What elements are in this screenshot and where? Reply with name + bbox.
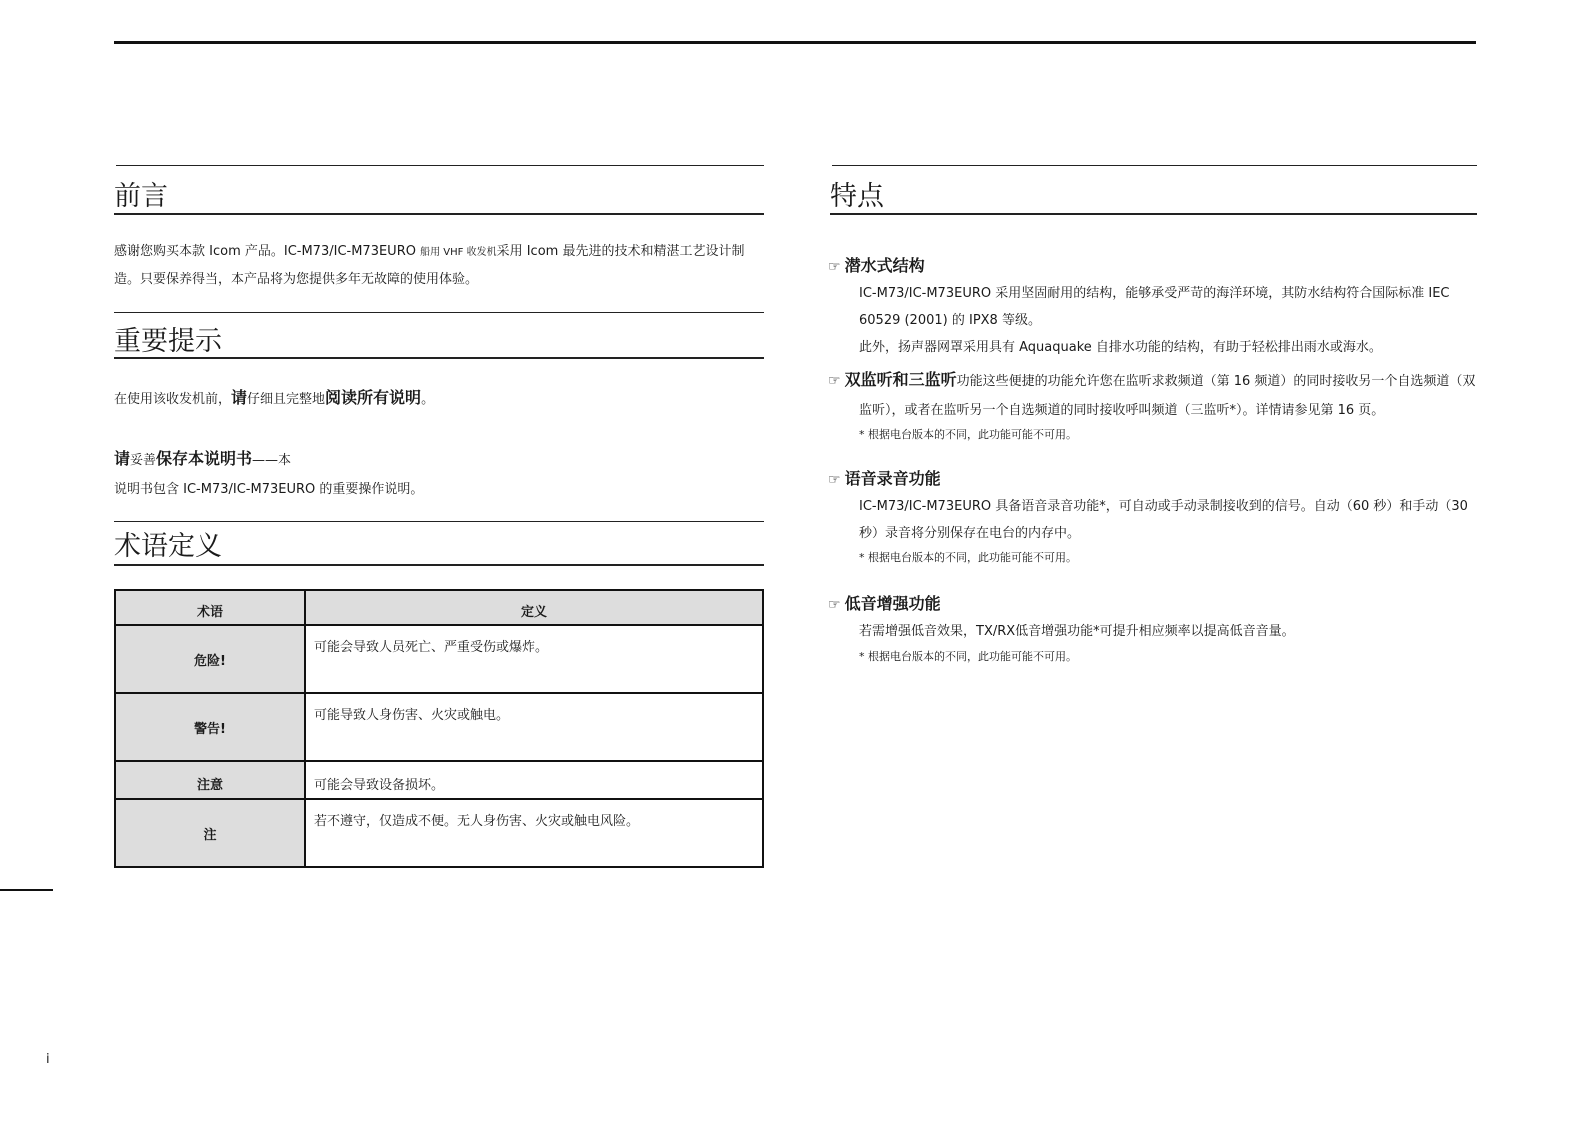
feature-bass-boost-note: * 根据电台版本的不同，此功能可能不可用。 [859,650,1077,663]
top-border [114,41,1476,44]
table-row [115,693,763,761]
feature-dual-watch [828,365,1478,425]
feature-submersible-text-2: 此外，扬声器网罩采用具有 Aquaquake 自排水功能的结构，有助于轻松排出雨水或海水。 [859,340,1382,355]
foreword-paragraph [114,238,764,293]
definition-cell: 可能会导致设备损坏。 [305,761,763,799]
terms-rule-bottom [114,564,764,566]
feature-submersible [828,253,925,276]
feature-bass-boost [828,591,941,614]
header-definition: 定义 [305,590,763,625]
feature-voice-record-title: 语音录音功能 [844,469,941,488]
important-line-2: 请妥善保存本说明书——本 [114,449,292,468]
table-row [115,761,763,799]
important-line-1: 在使用该收发机前，请仔细且完整地阅读所有说明。 [114,388,435,407]
term-cell: 注 [115,799,305,867]
feature-voice-record [828,466,941,489]
important-line-3: 说明书包含 IC-M73/IC-M73EURO 的重要操作说明。 [114,482,424,497]
table-header-row [115,590,763,625]
pointing-hand-icon: ☞ [828,259,841,275]
foreword-text-b: 采用 Icom 最先进的技术和精湛工艺设计制造。只要保养得当，本产品将为您提供多年无故障的使用体验。 [114,244,745,287]
feature-bass-boost-title: 低音增强功能 [844,594,941,613]
definition-cell: 若不遵守，仅造成不便。无人身伤害、火灾或触电风险。 [305,799,763,867]
definition-cell: 可能会导致人员死亡、严重受伤或爆炸。 [305,625,763,693]
pointing-hand-icon: ☞ [828,472,841,488]
term-cell: 注意 [115,761,305,799]
pointing-hand-icon: ☞ [828,597,841,613]
feature-dual-watch-note: * 根据电台版本的不同，此功能可能不可用。 [859,428,1077,441]
features-title: 特点 [830,181,884,212]
page-number: i [46,1052,50,1067]
terms-table [114,589,764,868]
features-rule-bottom [830,213,1477,215]
feature-bass-boost-body: 若需增强低音效果，TX/RX低音增强功能*可提升相应频率以提高低音音量。 [859,624,1295,639]
features-rule-top [832,165,1477,166]
foreword-rule-bottom [114,213,764,215]
definition-cell: 可能导致人身伤害、火灾或触电。 [305,693,763,761]
feature-submersible-body [859,280,1479,361]
table-row [115,625,763,693]
feature-dual-watch-text: 功能这些便捷的功能允许您在监听求救频道（第 16 频道）的同时接收另一个自选频道（双监听），或者在监听另一个自选频道的同时接收呼叫频道（三监听*）。详情请参见第 16 页。 [859,374,1476,418]
terms-title: 术语定义 [114,531,222,562]
foreword-text-small: 船用 VHF 收发机 [420,247,497,258]
feature-voice-record-note: * 根据电台版本的不同，此功能可能不可用。 [859,551,1077,564]
foreword-rule-top [116,165,764,166]
important-title: 重要提示 [114,326,222,357]
terms-rule-top [114,521,764,522]
term-cell: 危险! [115,625,305,693]
important-rule-top [114,312,764,313]
foreword-text-a: 感谢您购买本款 Icom 产品。IC-M73/IC-M73EURO [114,244,421,259]
feature-voice-record-body: IC-M73/IC-M73EURO 具备语音录音功能*，可自动或手动录制接收到的信号。自动（60 秒）和手动（30 秒）录音将分别保存在电台的内存中。 [859,499,1468,541]
feature-submersible-text-1: IC-M73/IC-M73EURO 采用坚固耐用的结构，能够承受严苛的海洋环境，其防水结构符合国际标准 IEC 60529 (2001) 的 IPX8 等级。 [859,286,1450,328]
feature-submersible-title: 潜水式结构 [844,256,925,275]
important-rule-bottom [114,357,764,359]
feature-dual-watch-title: 双监听和三监听 [844,370,957,389]
term-cell: 警告! [115,693,305,761]
table-row [115,799,763,867]
page-edge-mark [0,889,53,891]
pointing-hand-icon: ☞ [828,373,841,389]
header-term: 术语 [115,590,305,625]
foreword-title: 前言 [114,181,168,212]
